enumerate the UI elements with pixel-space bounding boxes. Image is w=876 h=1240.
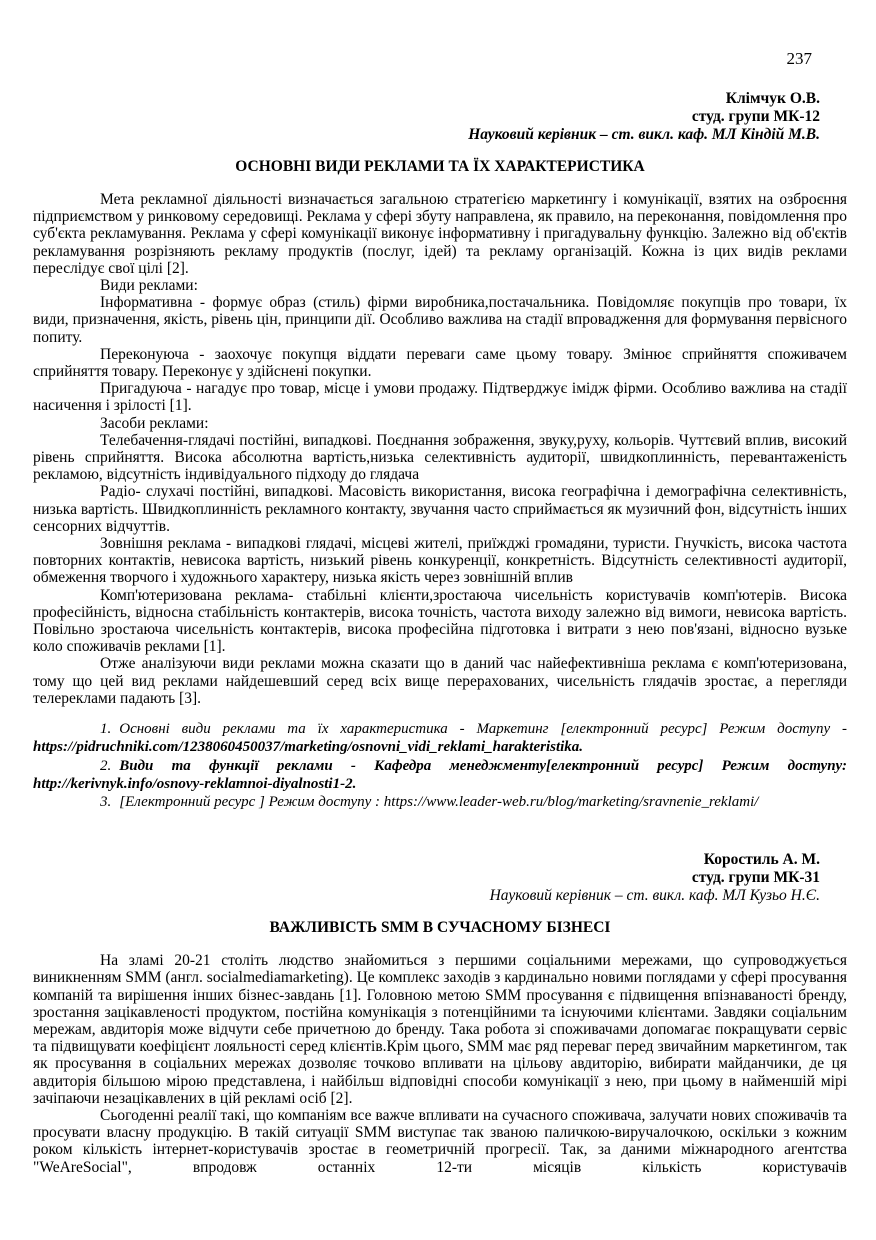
- article-2: [33, 851, 847, 1176]
- reference-item: [33, 793, 847, 811]
- article-title-2: ВАЖЛИВІСТЬ SMM В СУЧАСНОМУ БІЗНЕСІ: [269, 919, 611, 937]
- paragraph: Сьогоденні реалії такі, що компаніям все важче впливати на сучасного споживача, залучати нових споживачів та просувати власну продукцію. В такій ситуації SMM виступає так званою паличкою-виручалочкою, оскільки з кожним роком кількість інтернет-користувачів зростає в геометричній прогресії. Так, за даними міжнародного агентства "WeAreSocial", впродовж останніх 12-ти місяців кількість користувачів: [33, 1106, 847, 1176]
- author-name: Коростиль А. М.: [703, 851, 820, 869]
- paragraph: На зламі 20-21 століть людство знайомиться з першими соціальними мережами, що супроводжується виникненням SMM (англ. socialmediamarketing). Це комплекс заходів з кардинально новими поглядами у сфері просування компаній та вирішення інших бізнес-завдань [1]. Головною метою SMM просування є підвищення впізнаваності бренду, зростання зацікавленості продуктом, постійна комунікація з потенційними та існуючими клієнтами. Завдяки соціальним мережам, авдиторія може відчути себе причетною до бренду. Така робота зі споживачами допомагає покращувати сервіс та підвищувати коефіцієнт лояльності серед клієнтів.Крім цього, SMM має ряд переваг перед звичайним маркетингом, так як просування в соціальних мережах дозволяє точково впливати на цільову авдиторію, вибирати майданчики, де ця авдиторія більшою мірою представлена, і найбільш відповідні способи комунікації з нею, при цьому в найменшій мірі зачіпаючи незацікавлених в цій рекламі осіб [2].: [33, 952, 847, 1107]
- article-1-body: [33, 191, 847, 707]
- reference-number: 3.: [100, 793, 112, 810]
- reference-text: Види та функції реклами - Кафедра менеджменту[електронний ресурс] Режим доступу:: [119, 757, 847, 774]
- paragraph: Засоби реклами:: [100, 414, 209, 432]
- article-title-1: ОСНОВНІ ВИДИ РЕКЛАМИ ТА ЇХ ХАРАКТЕРИСТИКА: [235, 158, 645, 175]
- article-1: [33, 90, 847, 811]
- reference-list: [33, 720, 847, 811]
- paragraph: Радіо- слухачі постійні, випадкові. Масовість використання, висока географічна і демографічна селективність, низька вартість. Швидкоплинність рекламного контакту, звучання часто сприймається як музичний фон, відсутність інших сенсорних відчуттів.: [33, 483, 847, 535]
- paragraph: Переконуюча - заохочує покупця віддати переваги саме цьому товару. Змінює сприйняття споживачем сприйняття товару. Переконує у здійснені покупки.: [33, 345, 847, 381]
- byline-article-1: [33, 90, 847, 144]
- page-number: 237: [786, 49, 812, 68]
- author-name: Клімчук О.В.: [725, 90, 820, 107]
- reference-number: 1.: [100, 721, 112, 738]
- paragraph: Отже аналізуючи види реклами можна сказати що в даний час найефективніша реклама є комп'ютеризована, тому що цей вид реклами найдешевший серед всіх вище перерахованих, чисельність глядачів зростає, а перегляди телереклами падають [3].: [33, 655, 847, 707]
- paragraph: Види реклами:: [100, 277, 198, 295]
- reference-text: Основні види реклами та їх характеристика - Маркетинг [електронний ресурс] Режим доступу -: [119, 721, 847, 738]
- supervisor-line: Науковий керівник – ст. викл. каф. МЛ Кіндій М.В.: [468, 126, 820, 143]
- reference-url: http://kerivnyk.info/osnovy-reklamnoi-diyalnosti1-2.: [33, 775, 357, 792]
- paragraph: Інформативна - формує образ (стиль) фірми виробника,постачальника. Повідомляє покупців про товари, їх види, призначення, якість, рівень цін, принципи дії. Особливо важлива на стадії впровадження для формування первісного попиту.: [33, 294, 847, 346]
- author-group: студ. групи МК-12: [691, 108, 820, 125]
- reference-number: 2.: [100, 757, 112, 774]
- reference-text: [Електронний ресурс ] Режим доступу : https://www.leader-web.ru/blog/marketing/sravnenie_reklami/: [119, 793, 759, 810]
- supervisor-line: Науковий керівник – ст. викл. каф. МЛ Кузьо Н.Є.: [489, 887, 820, 905]
- paragraph: Зовнішня реклама - випадкові глядачі, місцеві жителі, приїжджі громадяни, туристи. Гнучкість, висока частота повторних контактів, невисока вартість, низький рівень конкуренції, конкретність. Відсутність селективності аудиторії, обмеження творчого і художнього характеру, низька якість через зовнішній вплив: [33, 535, 847, 587]
- byline-article-2: [33, 851, 847, 905]
- author-group: студ. групи МК-31: [691, 869, 820, 887]
- paragraph: Мета рекламної діяльності визначається загальною стратегією маркетингу і комунікації, взятих на озброєння підприємством у ринковому середовищі. Реклама у сфері збуту направлена, як правило, на переконання, повідомлення про суб'єкта рекламування. Реклама у сфері комунікації виконує інформативну і пригадувальну функцію. Залежно від об'єктів рекламування розрізняють рекламу продуктів (послуг, ідей) та рекламу організацій. Кожна із цих видів реклами переслідує свої цілі [2].: [33, 191, 847, 277]
- paragraph: Комп'ютеризована реклама- стабільні клієнти,зростаюча чисельність користувачів комп'ютерів. Висока професійність, відносна стабільність контактерів, висока точність, частота виходу залежно від вимоги, невисока вартість. Повільно зростаюча чисельність контактерів, висока професійна підготовка і витрати з нею пов'язані, відносно вузьке коло споживачів реклами [1].: [33, 586, 847, 656]
- article-2-body: [33, 952, 847, 1176]
- reference-url: https://pidruchniki.com/1238060450037/marketing/osnovni_vidi_reklami_harakteristika.: [33, 739, 584, 756]
- reference-item: [33, 757, 847, 793]
- paragraph: Телебачення-глядачі постійні, випадкові. Поєднання зображення, звуку,руху, кольорів. Чуттєвий вплив, високий рівень сприйняття. Висока абсолютна вартість,низька селективність аудиторії, швидкоплинність, перевантаженість рекламою, відсутність індивідуального підходу до глядача: [33, 431, 847, 484]
- paragraph: Пригадуюча - нагадує про товар, місце і умови продажу. Підтверджує імідж фірми. Особливо важлива на стадії насичення і зрілості [1].: [33, 380, 847, 415]
- reference-item: [33, 720, 847, 756]
